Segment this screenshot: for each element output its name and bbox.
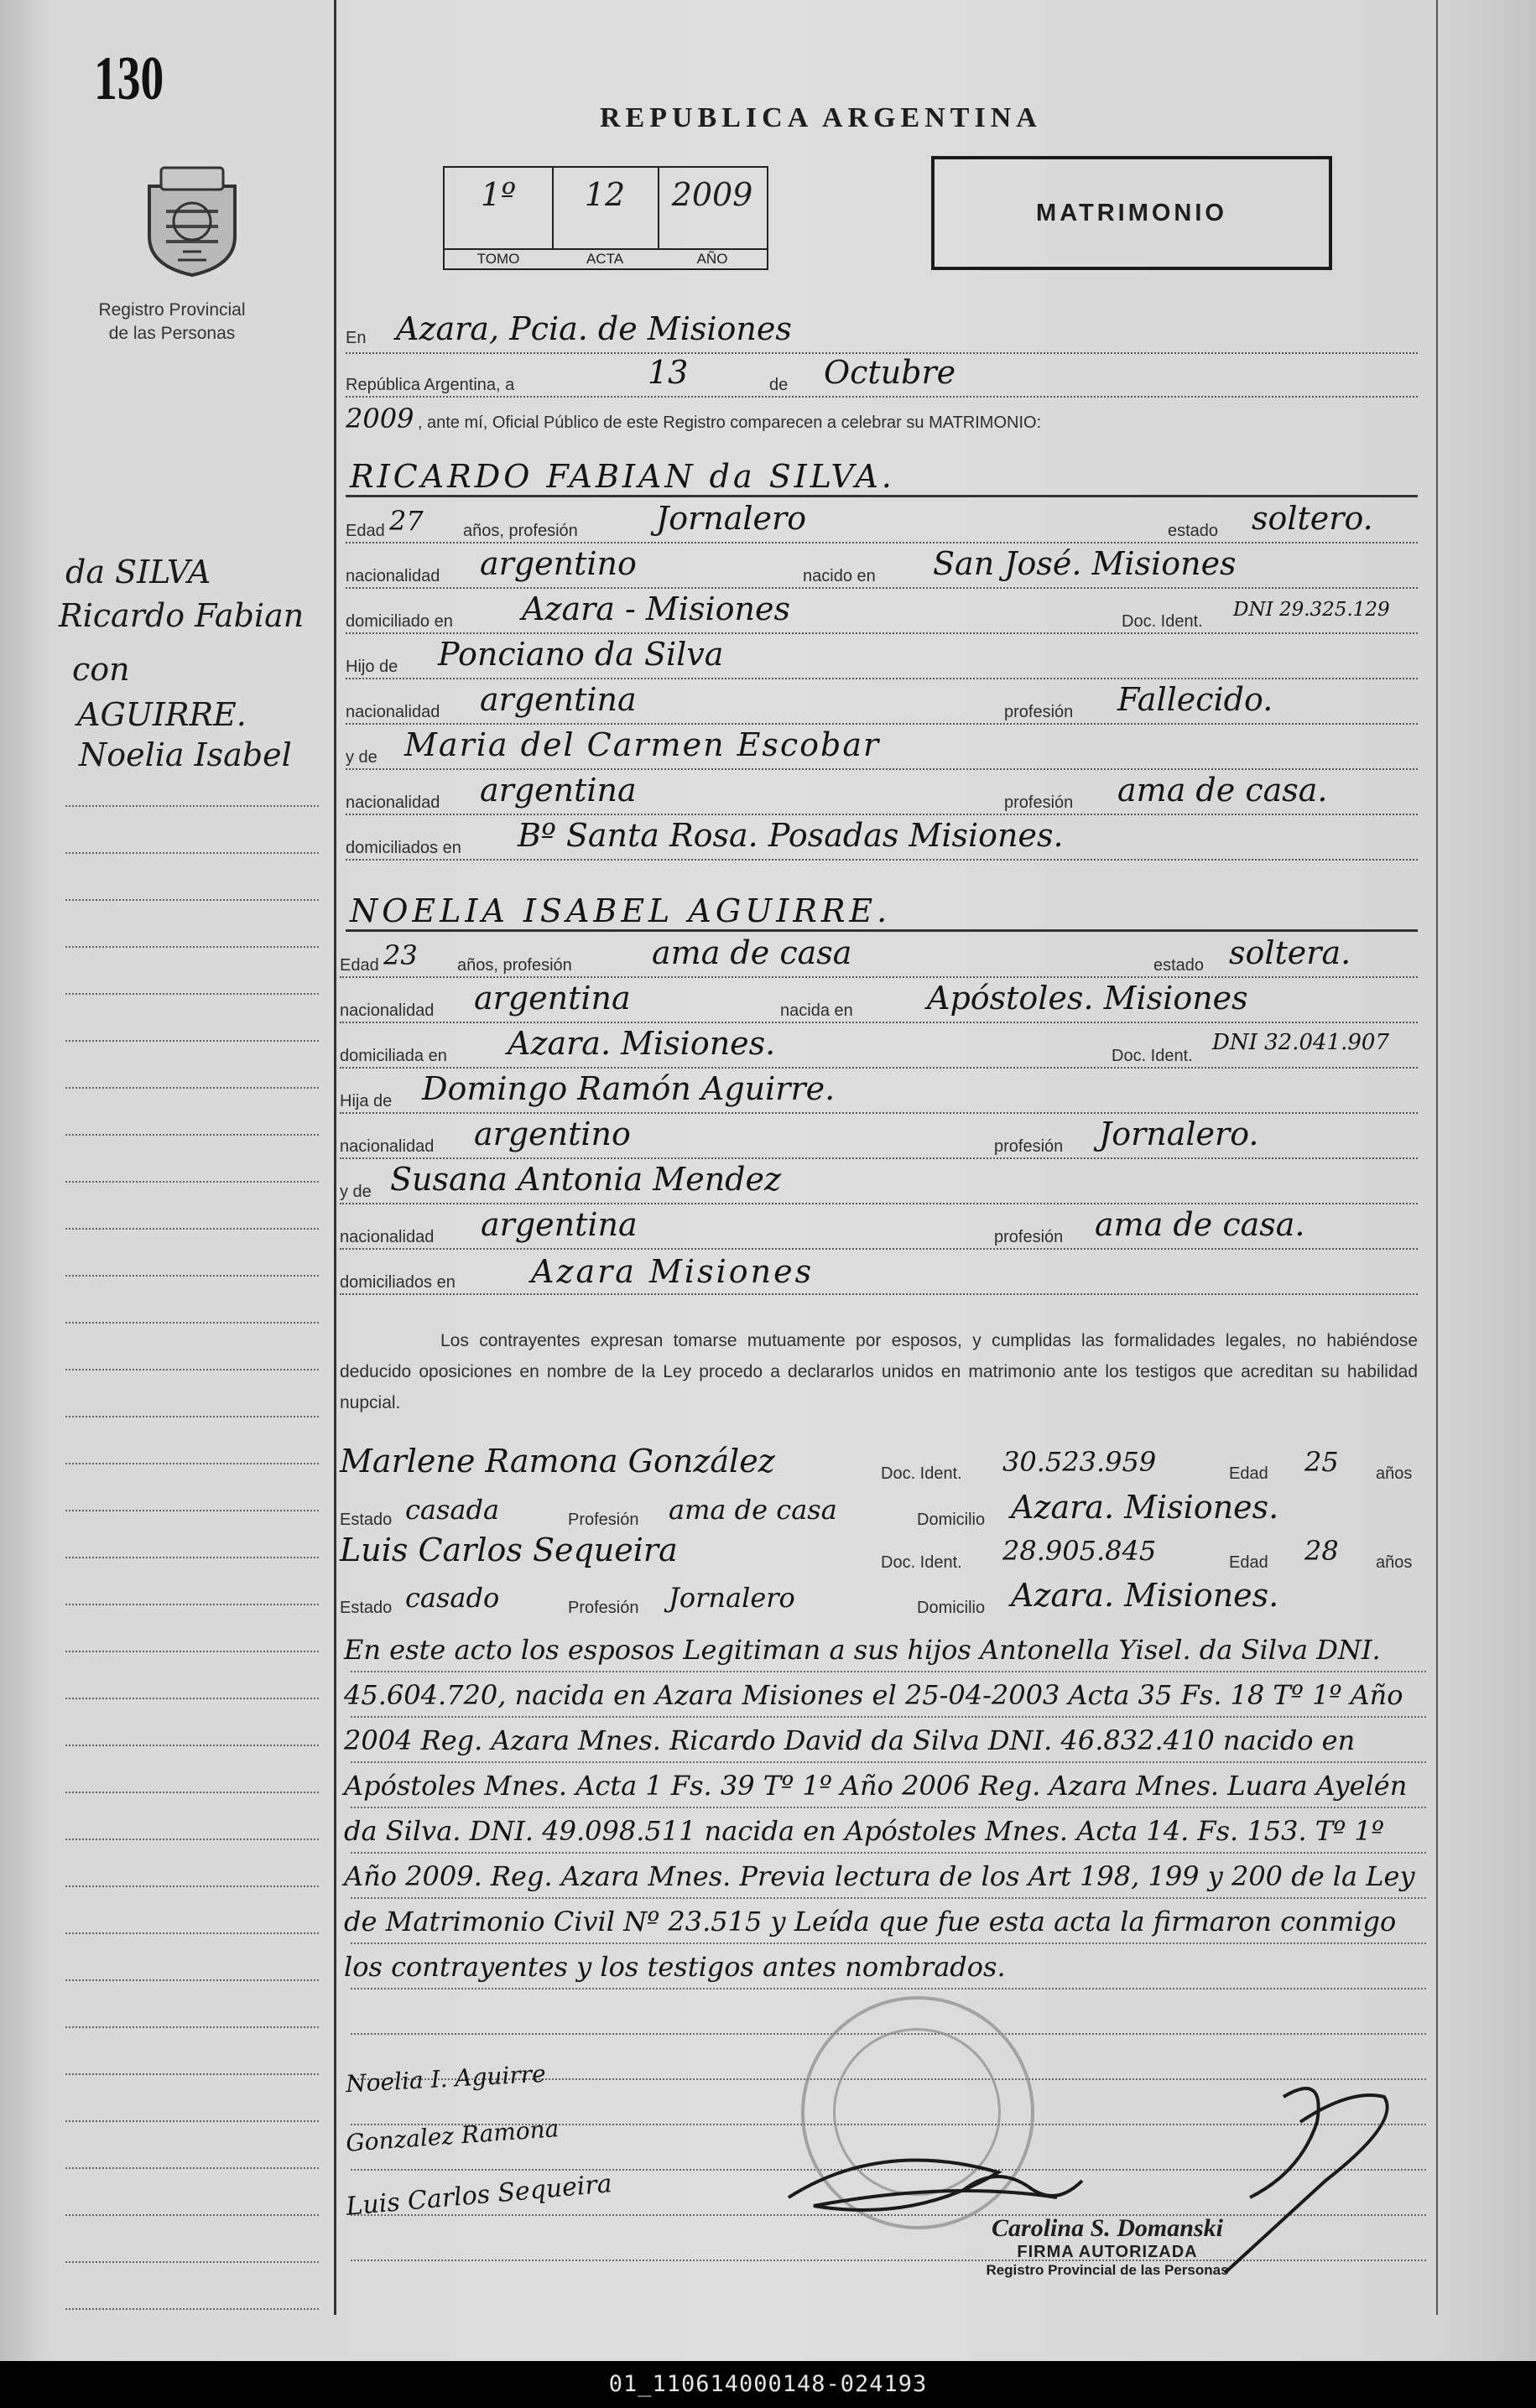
margin-note-line-3: con bbox=[72, 651, 130, 688]
registry-emblem-icon bbox=[141, 161, 243, 278]
ruled-line bbox=[351, 1761, 1426, 1763]
ruled-line bbox=[65, 1275, 319, 1277]
place-value: Azara, Pcia. de Misiones bbox=[396, 310, 792, 347]
ano-value: 2009 bbox=[671, 176, 753, 213]
ruled-line bbox=[65, 805, 319, 807]
groom-father-row: Hijo de Ponciano da Silva bbox=[346, 636, 1418, 679]
bride-nationality-row: nacionalidad argentina nacida en Apóstoles. Misiones bbox=[340, 980, 1418, 1023]
ruled-line bbox=[65, 2214, 319, 2216]
ruled-line bbox=[65, 1932, 319, 1934]
ruled-line bbox=[65, 1463, 319, 1464]
margin-note-line-4: AGUIRRE. bbox=[77, 696, 247, 733]
ruled-line bbox=[65, 993, 319, 995]
document-title: REPUBLICA ARGENTINA bbox=[600, 102, 1042, 133]
ruled-line bbox=[351, 1897, 1426, 1899]
signature-bride: Noelia I. Aguirre bbox=[345, 2059, 547, 2099]
witness-2-row: Luis Carlos Sequeira Doc. Ident. 28.905.845 Edad 28 años bbox=[340, 1532, 1413, 1572]
groom-mother-nat-row: nacionalidad argentina profesión ama de casa. bbox=[346, 772, 1418, 815]
left-border-rule bbox=[334, 0, 336, 2315]
ruled-line bbox=[65, 1181, 319, 1183]
document-type-box: MATRIMONIO bbox=[931, 156, 1332, 270]
ruled-line bbox=[65, 2167, 319, 2169]
signature-witness-1: Gonzalez Ramona bbox=[345, 2114, 560, 2157]
margin-note-line-2: Ricardo Fabian bbox=[59, 597, 305, 634]
margin-note-line-5: Noelia Isabel bbox=[79, 736, 292, 773]
groom-name: RICARDO FABIAN da SILVA. bbox=[350, 458, 895, 495]
ruled-line bbox=[351, 1943, 1426, 1944]
groom-domicile-row: domiciliado en Azara - Misiones Doc. Ident. DNI 29.325.129 bbox=[346, 590, 1418, 634]
ruled-line bbox=[65, 1134, 319, 1136]
bride-name: NOELIA ISABEL AGUIRRE. bbox=[350, 892, 892, 929]
ruled-line bbox=[65, 1745, 319, 1746]
year-value: 2009 bbox=[346, 403, 414, 434]
groom-name-row bbox=[346, 453, 1418, 497]
month-value: Octubre bbox=[824, 354, 956, 391]
ruled-line bbox=[351, 1671, 1426, 1672]
bride-father-nat-row: nacionalidad argentino profesión Jornalero. bbox=[340, 1116, 1418, 1159]
officer-title: FIRMA AUTORIZADA bbox=[1017, 2243, 1198, 2261]
bride-parents-domicile-row: domiciliados en Azara Misiones bbox=[340, 1251, 1418, 1295]
acta-value: 12 bbox=[584, 176, 626, 213]
ruled-line bbox=[65, 2120, 319, 2122]
officer-signature-block bbox=[956, 2214, 1258, 2279]
bride-age-row: Edad 23 años, profesión ama de casa estado soltera. bbox=[340, 934, 1418, 978]
ruled-line bbox=[65, 899, 319, 901]
ruled-line bbox=[65, 2308, 319, 2310]
tomo-value: 1º bbox=[480, 176, 517, 213]
page-number: 130 bbox=[94, 44, 164, 113]
ruled-line bbox=[351, 1988, 1426, 1989]
date-row: República Argentina, a 13 de Octubre bbox=[346, 354, 1418, 398]
bride-father-row: Hija de Domingo Ramón Aguirre. bbox=[340, 1070, 1418, 1114]
tomo-label: TOMO bbox=[445, 248, 552, 268]
officer-office: Registro Provincial de las Personas bbox=[986, 2262, 1229, 2278]
ruled-line bbox=[351, 1807, 1426, 1808]
ruled-line bbox=[65, 852, 319, 854]
act-number-box bbox=[443, 166, 768, 270]
ruled-line bbox=[65, 1228, 319, 1230]
ruled-line bbox=[65, 1369, 319, 1370]
groom-mother-row: y de Maria del Carmen Escobar bbox=[346, 726, 1418, 770]
ruled-line bbox=[65, 2073, 319, 2075]
ruled-line bbox=[65, 1698, 319, 1699]
bride-mother-nat-row: nacionalidad argentina profesión ama de casa. bbox=[340, 1206, 1418, 1250]
ruled-line bbox=[65, 1792, 319, 1793]
ruled-line bbox=[65, 1322, 319, 1324]
bride-mother-row: y de Susana Antonia Mendez bbox=[340, 1161, 1418, 1204]
groom-parents-domicile-row: domiciliados en Bº Santa Rosa. Posadas Misiones. bbox=[346, 817, 1418, 861]
bride-domicile-row: domiciliada en Azara. Misiones. Doc. Ident. DNI 32.041.907 bbox=[340, 1025, 1418, 1069]
legitimation-notes: En este acto los esposos Legitiman a sus hijos Antonella Yisel. da Silva DNI. 45.604.720, nacida en Azara Misiones el 25-04-2003 Acta 35 Fs. 18 Tº 1º Año 2004 Reg. Azara Mnes. Ricardo David da Silva DNI. 46.832.410 nacido en Apóstoles Mnes. Acta 1 Fs. 39 Tº 1º Año 2006 Reg. Azara Mnes. Luara Ayelén da Silva. DNI. 49.098.511 nacida en Apóstoles Mnes. Acta 14. Fs. 153. Tº 1º Año 2009. Reg. Azara Mnes. Previa lectura de los Art 198, 199 y 200 de la Ley de Matrimonio Civil Nº 23.515 y Leída que fue esta acta la firmaron conmigo los contrayentes y los testigos antes nombrados. bbox=[344, 1634, 1415, 1983]
ruled-line bbox=[65, 1510, 319, 1511]
groom-father-nat-row: nacionalidad argentina profesión Fallecido. bbox=[346, 681, 1418, 725]
witness-1-details-row: Estado casada Profesión ama de casa Domicilio Azara. Misiones. bbox=[340, 1489, 1279, 1529]
ruled-line bbox=[65, 1087, 319, 1089]
day-value: 13 bbox=[648, 354, 689, 391]
ano-label: AÑO bbox=[658, 248, 767, 268]
ruled-line bbox=[351, 1716, 1426, 1718]
witness-1-row: Marlene Ramona González Doc. Ident. 30.523.959 Edad 25 años bbox=[340, 1443, 1413, 1483]
ruled-line bbox=[351, 1852, 1426, 1854]
year-row: 2009 , ante mí, Oficial Público de este Registro comparecen a celebrar su MATRIMONIO: bbox=[346, 403, 1042, 434]
place-row: En Azara, Pcia. de Misiones bbox=[346, 310, 1418, 354]
ruled-line bbox=[65, 1979, 319, 1981]
ruled-line bbox=[65, 1604, 319, 1605]
acta-label: ACTA bbox=[552, 248, 658, 268]
ruled-line bbox=[65, 1885, 319, 1887]
groom-nationality-row: nacionalidad argentino nacido en San José. Misiones bbox=[346, 545, 1418, 589]
signature-witness-2: Luis Carlos Sequeira bbox=[345, 2169, 613, 2222]
ruled-line bbox=[65, 1040, 319, 1042]
bride-name-row bbox=[346, 887, 1418, 932]
registry-label: Registro Provincial de las Personas bbox=[98, 300, 246, 343]
ruled-line bbox=[65, 2261, 319, 2263]
ruled-line bbox=[65, 2026, 319, 2028]
witness-2-details-row: Estado casado Profesión Jornalero Domicilio Azara. Misiones. bbox=[340, 1577, 1279, 1617]
ruled-line bbox=[65, 1416, 319, 1417]
ruled-line bbox=[65, 1557, 319, 1558]
ruled-line bbox=[65, 1651, 319, 1652]
ruled-line bbox=[65, 1839, 319, 1840]
margin-note-line-1: da SILVA bbox=[65, 554, 211, 590]
right-border-rule bbox=[1436, 0, 1438, 2315]
file-id-caption: 01_110614000148-024193 bbox=[0, 2361, 1536, 2408]
ruled-line bbox=[65, 946, 319, 948]
officer-name: Carolina S. Domanski bbox=[992, 2214, 1223, 2242]
marriage-statement: Los contrayentes expresan tomarse mutuamente por esposos, y cumplidas las formalidades legales, no habiéndose deducido oposiciones en nombre de la Ley procedo a declararlos unidos en matrimonio ante los testigos que acreditan su habilidad nupcial. bbox=[340, 1331, 1418, 1412]
groom-age-row: Edad 27 años, profesión Jornalero estado soltero. bbox=[346, 500, 1418, 543]
